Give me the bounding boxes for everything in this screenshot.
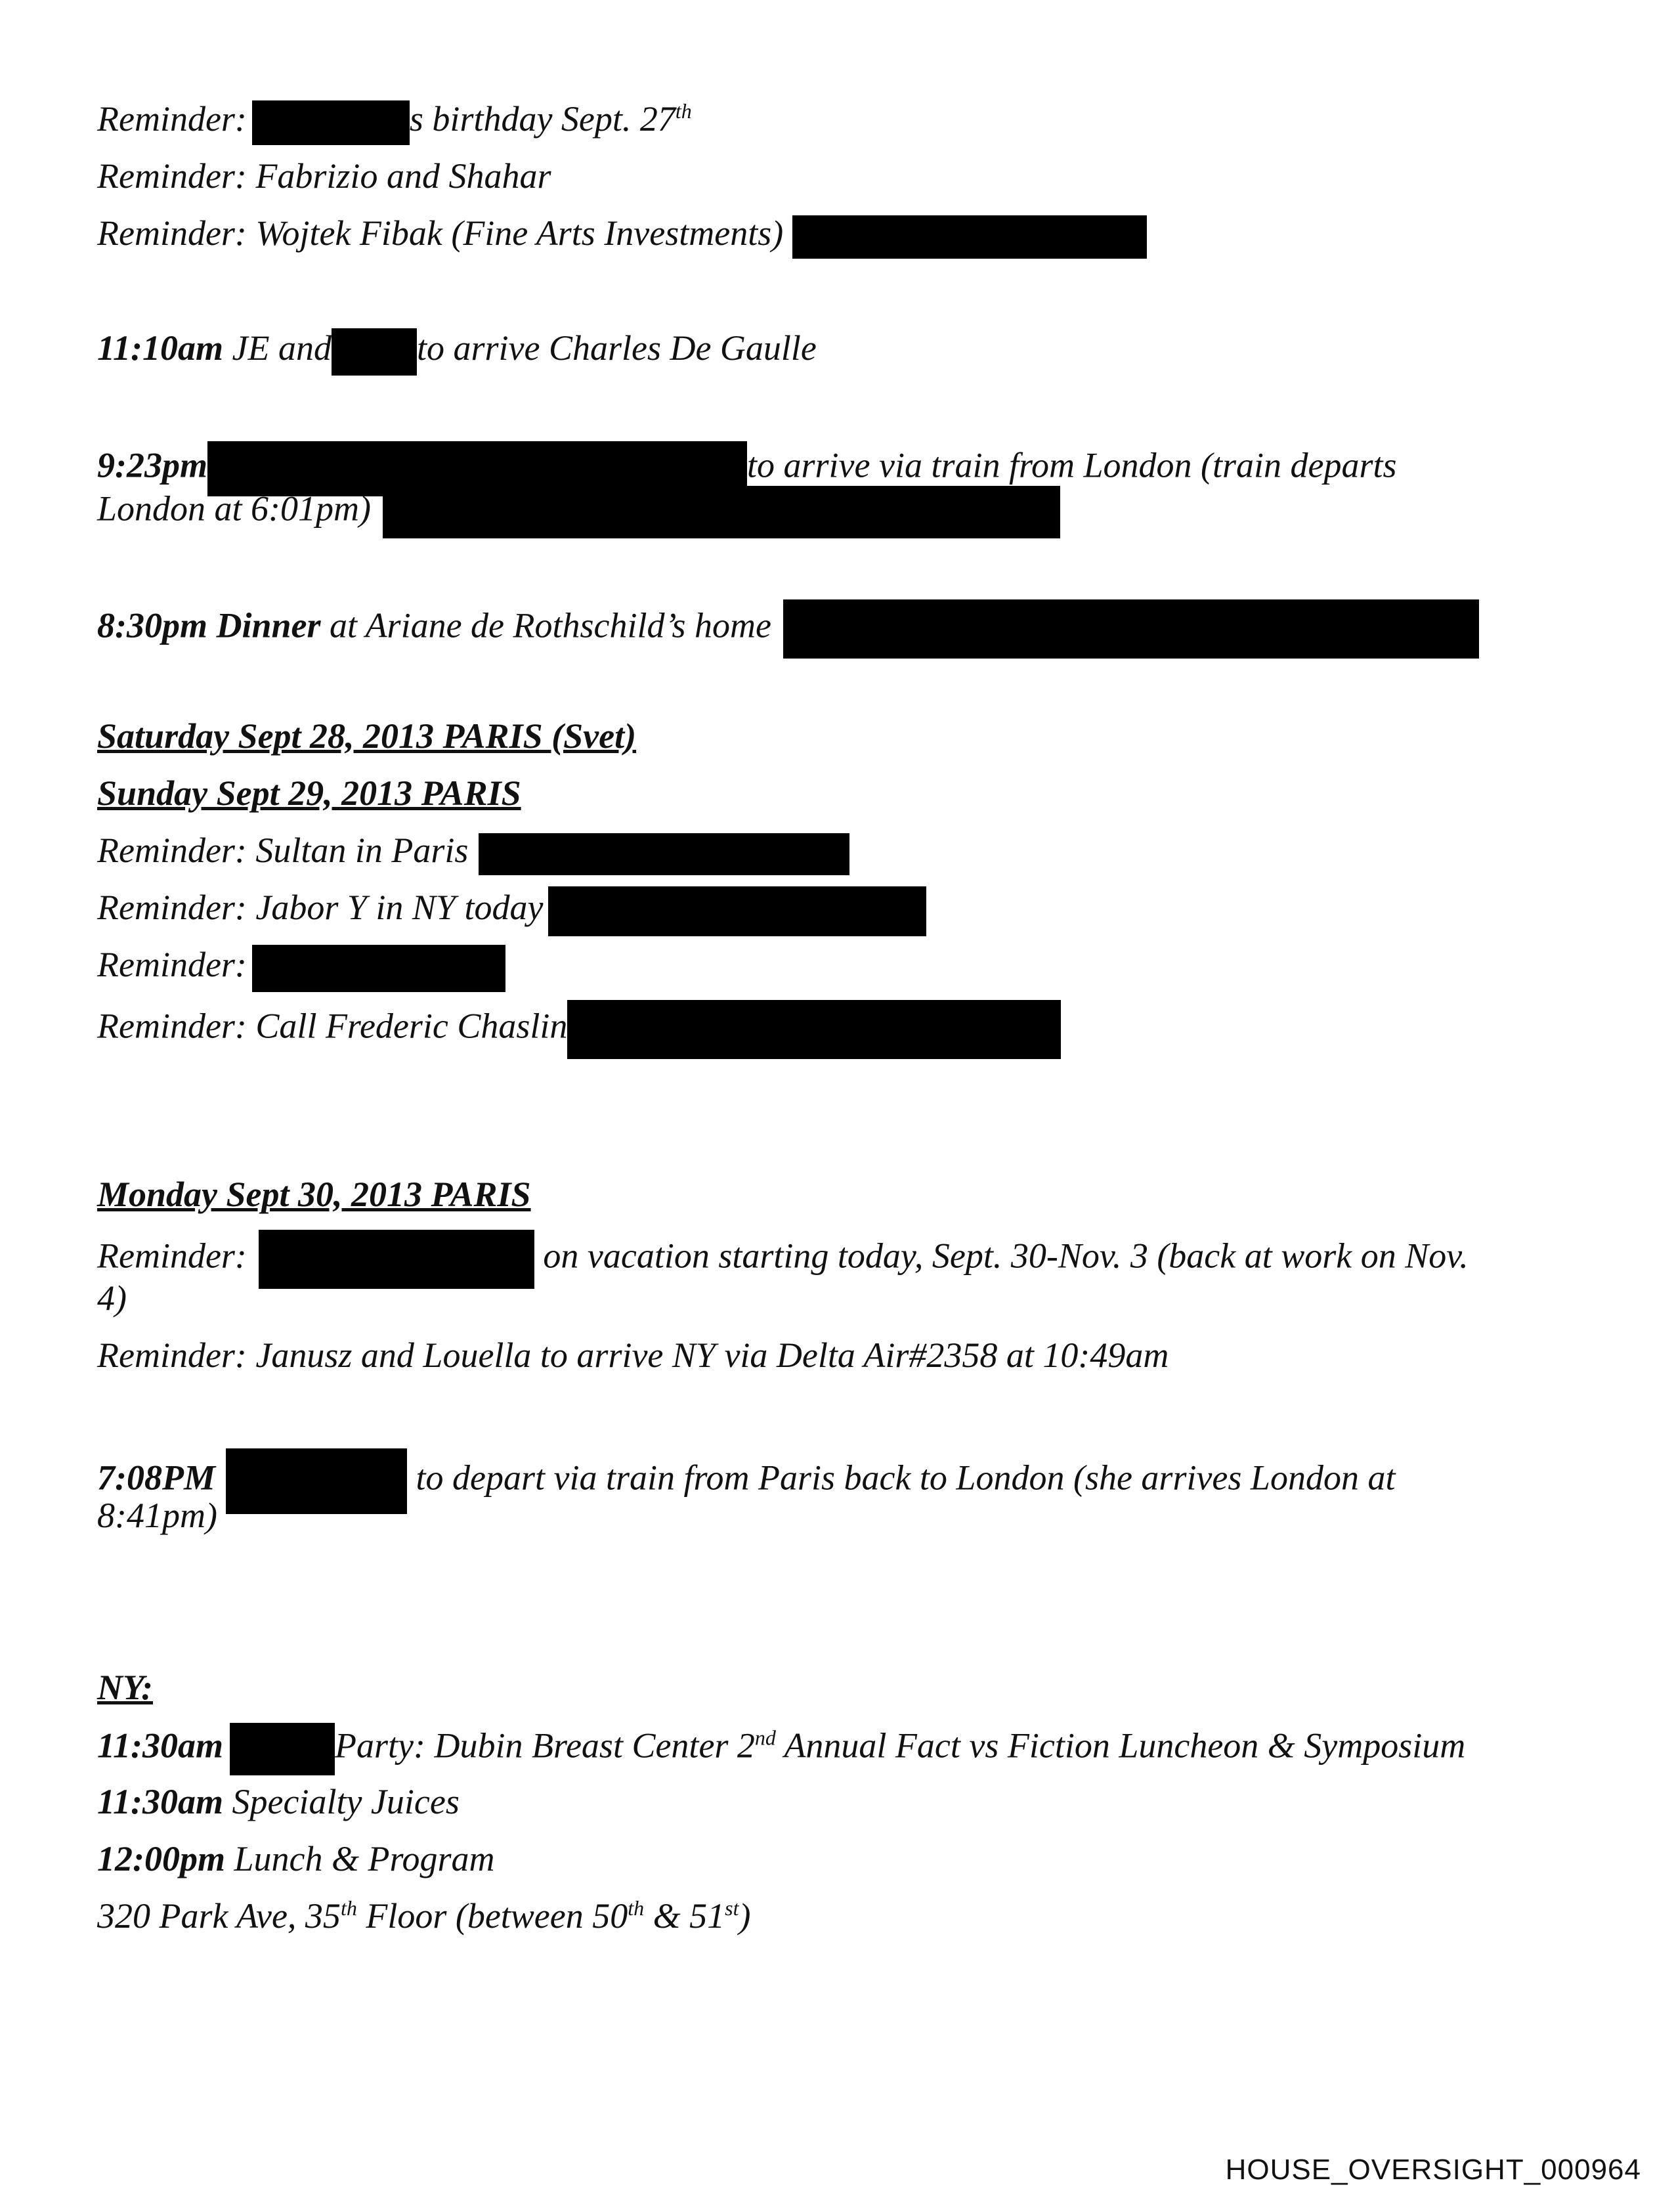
text: Party: Dubin Breast Center 2 <box>335 1725 755 1766</box>
superscript: th <box>628 1896 645 1920</box>
text: Lunch & Program <box>234 1839 495 1878</box>
text: Reminder: Jabor Y in NY today <box>97 888 544 927</box>
reminder-redacted <box>97 943 505 992</box>
reminder-wojtek <box>97 211 1147 259</box>
reminder-fabrizio <box>97 154 551 198</box>
text: JE and <box>232 328 332 368</box>
reminder-vacation-cont: 4) <box>97 1278 127 1318</box>
text: Reminder: Sultan in Paris <box>97 831 469 870</box>
entry-1110am <box>97 326 817 376</box>
redaction-block <box>479 833 849 875</box>
redaction-block <box>332 328 417 376</box>
time: 7:08PM <box>97 1458 215 1498</box>
redaction-block <box>252 100 410 145</box>
time: 9:23pm <box>97 445 207 485</box>
reminder-chaslin <box>97 1000 1061 1059</box>
time: 11:30am <box>97 1782 224 1821</box>
time: 11:30am <box>97 1725 224 1766</box>
text: 320 Park Ave, 35 <box>97 1896 341 1936</box>
heading-sunday: Sunday Sept 29, 2013 PARIS <box>97 773 521 813</box>
reminder-jabor <box>97 886 926 936</box>
entry-address <box>97 1894 750 1938</box>
superscript: th <box>675 99 692 123</box>
superscript: st <box>725 1896 739 1920</box>
redaction-block <box>383 486 1060 538</box>
text: Reminder: Wojtek Fibak (Fine Arts Investments) <box>97 213 784 253</box>
text: ) <box>739 1896 751 1936</box>
text: at Ariane de Rothschild’s home <box>330 605 771 645</box>
redaction-block <box>567 1000 1061 1059</box>
reminder-sultan <box>97 829 849 875</box>
entry-830pm-dinner <box>97 599 1479 659</box>
text: s birthday Sept. 27 <box>409 99 676 139</box>
entry-708pm <box>97 1448 1395 1514</box>
reminder-birthday <box>97 97 692 145</box>
redaction-block <box>252 945 505 992</box>
entry-1200pm-lunch <box>97 1837 495 1880</box>
reminder-janusz <box>97 1334 1169 1377</box>
heading-saturday: Saturday Sept 28, 2013 PARIS (Svet) <box>97 716 637 756</box>
superscript: nd <box>754 1725 776 1750</box>
text: Reminder: <box>97 99 247 139</box>
time: 11:10am <box>97 328 224 368</box>
redaction-block <box>548 886 926 936</box>
text: Specialty Juices <box>232 1782 460 1821</box>
reminder-vacation <box>97 1230 1469 1289</box>
text: London at 6:01pm) <box>97 488 371 529</box>
text: Reminder: Janusz and Louella to arrive NY via Delta Air#2358 at 10:49am <box>97 1335 1169 1375</box>
entry-708pm-cont: 8:41pm) <box>97 1496 217 1535</box>
superscript: th <box>340 1896 357 1920</box>
redaction-block <box>259 1230 534 1289</box>
heading-monday: Monday Sept 30, 2013 PARIS <box>97 1175 531 1214</box>
redaction-block <box>230 1723 335 1775</box>
redaction-block <box>226 1448 407 1514</box>
text: Reminder: <box>97 1236 247 1276</box>
bates-number: HOUSE_OVERSIGHT_000964 <box>1225 2154 1641 2186</box>
redaction-block <box>792 215 1147 259</box>
text: Annual Fact vs Fiction Luncheon & Symposium <box>775 1725 1466 1766</box>
entry-1130am-juices <box>97 1780 460 1823</box>
text: & 51 <box>644 1896 725 1936</box>
text: Floor (between 50 <box>356 1896 628 1936</box>
text: to arrive Charles De Gaulle <box>416 328 817 368</box>
text: Reminder: Fabrizio and Shahar <box>97 156 551 196</box>
text: Reminder: Call Frederic Chaslin <box>97 1006 568 1046</box>
text: to depart via train from Paris back to London (she arrives London at <box>416 1458 1396 1498</box>
entry-1130am-party <box>97 1723 1465 1775</box>
time: 12:00pm <box>97 1839 225 1878</box>
time: 8:30pm Dinner <box>97 605 321 645</box>
text: to arrive via train from London (train departs <box>747 445 1397 485</box>
entry-923pm-cont <box>97 486 1060 538</box>
heading-ny: NY: <box>97 1668 154 1707</box>
text: Reminder: <box>97 945 247 984</box>
redaction-block <box>783 599 1479 659</box>
text: on vacation starting today, Sept. 30-Nov. 3 (back at work on Nov. <box>543 1236 1469 1276</box>
